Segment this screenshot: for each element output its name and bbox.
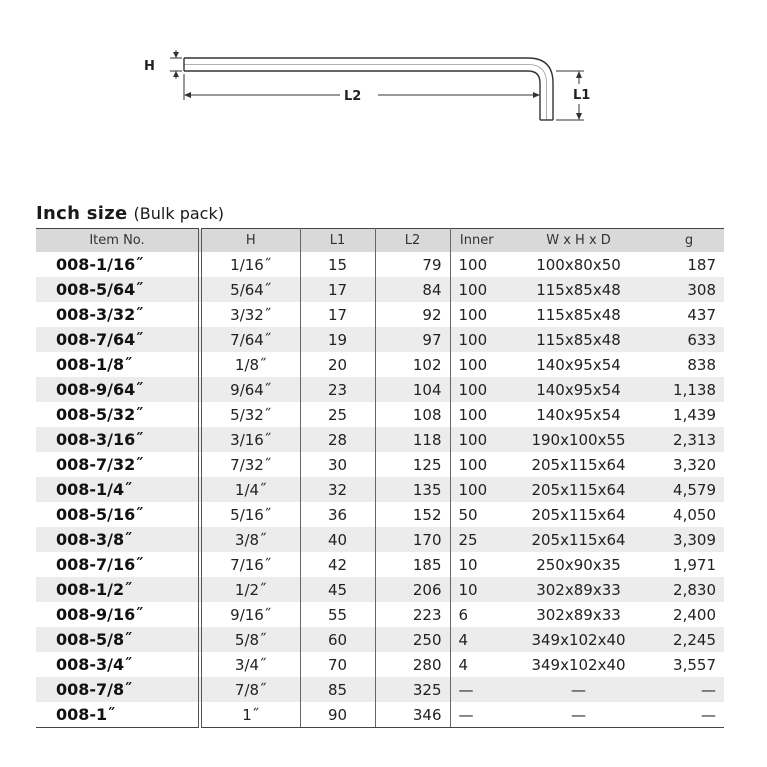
cell-inner: 100: [450, 377, 503, 402]
table-row: [36, 252, 724, 277]
header-l2: L2: [375, 229, 450, 253]
cell-l2: 170: [375, 527, 450, 552]
cell-dimensions: 115x85x48: [503, 302, 654, 327]
cell-inner: 10: [450, 577, 503, 602]
cell-inner: 25: [450, 527, 503, 552]
table-header-row: [36, 229, 724, 253]
cell-inner: —: [450, 677, 503, 702]
cell-l2: 104: [375, 377, 450, 402]
cell-h: 1/2˝: [200, 577, 300, 602]
cell-weight: —: [654, 677, 724, 702]
cell-weight: 437: [654, 302, 724, 327]
cell-l1: 17: [300, 302, 375, 327]
table-row: [36, 327, 724, 352]
cell-dimensions: 140x95x54: [503, 377, 654, 402]
table-row: [36, 377, 724, 402]
cell-l1: 40: [300, 527, 375, 552]
cell-l2: 79: [375, 252, 450, 277]
cell-item-no: 008-5/64˝: [36, 277, 200, 302]
cell-inner: 4: [450, 627, 503, 652]
table-row: [36, 352, 724, 377]
cell-l2: 250: [375, 627, 450, 652]
table-row: [36, 652, 724, 677]
table-row: [36, 627, 724, 652]
cell-l2: 108: [375, 402, 450, 427]
cell-l2: 152: [375, 502, 450, 527]
cell-l1: 15: [300, 252, 375, 277]
cell-dimensions: 302x89x33: [503, 577, 654, 602]
cell-h: 9/16˝: [200, 602, 300, 627]
cell-dimensions: —: [503, 677, 654, 702]
cell-l2: 346: [375, 702, 450, 728]
cell-l1: 17: [300, 277, 375, 302]
cell-inner: 6: [450, 602, 503, 627]
cell-weight: 4,050: [654, 502, 724, 527]
cell-dimensions: 140x95x54: [503, 402, 654, 427]
cell-l1: 28: [300, 427, 375, 452]
cell-l2: 92: [375, 302, 450, 327]
table-row: [36, 577, 724, 602]
cell-l1: 36: [300, 502, 375, 527]
cell-item-no: 008-5/8˝: [36, 627, 200, 652]
section-title: [36, 203, 224, 224]
cell-h: 5/32˝: [200, 402, 300, 427]
cell-weight: 1,439: [654, 402, 724, 427]
header-dimensions: W x H x D: [503, 229, 654, 253]
cell-item-no: 008-3/16˝: [36, 427, 200, 452]
cell-h: 7/32˝: [200, 452, 300, 477]
cell-l1: 90: [300, 702, 375, 728]
cell-weight: 4,579: [654, 477, 724, 502]
cell-item-no: 008-9/16˝: [36, 602, 200, 627]
table-row: [36, 452, 724, 477]
cell-l1: 20: [300, 352, 375, 377]
cell-l2: 118: [375, 427, 450, 452]
cell-inner: 100: [450, 327, 503, 352]
cell-weight: —: [654, 702, 724, 728]
cell-dimensions: 140x95x54: [503, 352, 654, 377]
cell-l2: 280: [375, 652, 450, 677]
dim-label-l2: L2: [344, 89, 362, 104]
cell-item-no: 008-1˝: [36, 702, 200, 728]
header-weight: g: [654, 229, 724, 253]
cell-h: 7/16˝: [200, 552, 300, 577]
cell-h: 3/32˝: [200, 302, 300, 327]
section-title-main: Inch size: [36, 203, 128, 224]
cell-weight: 2,830: [654, 577, 724, 602]
cell-h: 1˝: [200, 702, 300, 728]
cell-l1: 25: [300, 402, 375, 427]
header-h: H: [200, 229, 300, 253]
header-item-no: Item No.: [36, 229, 200, 253]
cell-l2: 125: [375, 452, 450, 477]
table-row: [36, 527, 724, 552]
cell-h: 3/4˝: [200, 652, 300, 677]
cell-inner: —: [450, 702, 503, 728]
table-row: [36, 502, 724, 527]
section-title-sub: (Bulk pack): [133, 204, 224, 223]
header-l1: L1: [300, 229, 375, 253]
cell-l2: 97: [375, 327, 450, 352]
cell-l1: 70: [300, 652, 375, 677]
cell-weight: 2,313: [654, 427, 724, 452]
cell-inner: 100: [450, 452, 503, 477]
cell-dimensions: 190x100x55: [503, 427, 654, 452]
cell-item-no: 008-1/16˝: [36, 252, 200, 277]
header-inner: Inner: [450, 229, 503, 253]
cell-h: 9/64˝: [200, 377, 300, 402]
cell-item-no: 008-3/32˝: [36, 302, 200, 327]
cell-item-no: 008-5/32˝: [36, 402, 200, 427]
cell-inner: 100: [450, 477, 503, 502]
cell-inner: 100: [450, 277, 503, 302]
cell-l1: 23: [300, 377, 375, 402]
cell-item-no: 008-3/4˝: [36, 652, 200, 677]
cell-dimensions: 115x85x48: [503, 327, 654, 352]
cell-l1: 85: [300, 677, 375, 702]
cell-weight: 1,138: [654, 377, 724, 402]
cell-dimensions: 115x85x48: [503, 277, 654, 302]
cell-item-no: 008-1/2˝: [36, 577, 200, 602]
table-row: [36, 602, 724, 627]
cell-inner: 100: [450, 302, 503, 327]
cell-l2: 206: [375, 577, 450, 602]
cell-l1: 30: [300, 452, 375, 477]
cell-item-no: 008-3/8˝: [36, 527, 200, 552]
cell-h: 3/8˝: [200, 527, 300, 552]
cell-dimensions: 349x102x40: [503, 652, 654, 677]
table-row: [36, 702, 724, 728]
cell-weight: 838: [654, 352, 724, 377]
cell-item-no: 008-9/64˝: [36, 377, 200, 402]
cell-dimensions: 349x102x40: [503, 627, 654, 652]
cell-weight: 633: [654, 327, 724, 352]
cell-inner: 100: [450, 402, 503, 427]
cell-l2: 185: [375, 552, 450, 577]
table-row: [36, 277, 724, 302]
cell-h: 1/16˝: [200, 252, 300, 277]
table-row: [36, 402, 724, 427]
cell-h: 7/64˝: [200, 327, 300, 352]
cell-dimensions: —: [503, 702, 654, 728]
cell-dimensions: 302x89x33: [503, 602, 654, 627]
cell-inner: 100: [450, 352, 503, 377]
cell-weight: 308: [654, 277, 724, 302]
cell-item-no: 008-1/8˝: [36, 352, 200, 377]
cell-weight: 3,557: [654, 652, 724, 677]
cell-weight: 3,320: [654, 452, 724, 477]
cell-l1: 19: [300, 327, 375, 352]
cell-l2: 223: [375, 602, 450, 627]
cell-l2: 135: [375, 477, 450, 502]
cell-weight: 3,309: [654, 527, 724, 552]
cell-l1: 45: [300, 577, 375, 602]
cell-h: 5/8˝: [200, 627, 300, 652]
cell-weight: 187: [654, 252, 724, 277]
cell-inner: 10: [450, 552, 503, 577]
cell-l2: 325: [375, 677, 450, 702]
cell-h: 1/4˝: [200, 477, 300, 502]
cell-inner: 100: [450, 427, 503, 452]
cell-h: 3/16˝: [200, 427, 300, 452]
cell-inner: 100: [450, 252, 503, 277]
dim-label-h: H: [144, 59, 155, 74]
cell-inner: 4: [450, 652, 503, 677]
table-row: [36, 477, 724, 502]
cell-weight: 1,971: [654, 552, 724, 577]
table-row: [36, 677, 724, 702]
hex-key-diagram: [0, 0, 767, 200]
cell-item-no: 008-1/4˝: [36, 477, 200, 502]
cell-l1: 60: [300, 627, 375, 652]
cell-item-no: 008-7/16˝: [36, 552, 200, 577]
cell-dimensions: 205x115x64: [503, 502, 654, 527]
cell-h: 5/16˝: [200, 502, 300, 527]
cell-weight: 2,245: [654, 627, 724, 652]
spec-table: [36, 228, 724, 728]
cell-dimensions: 250x90x35: [503, 552, 654, 577]
cell-item-no: 008-5/16˝: [36, 502, 200, 527]
table-row: [36, 302, 724, 327]
cell-l1: 55: [300, 602, 375, 627]
table-row: [36, 427, 724, 452]
cell-weight: 2,400: [654, 602, 724, 627]
cell-h: 7/8˝: [200, 677, 300, 702]
cell-l2: 84: [375, 277, 450, 302]
table-row: [36, 552, 724, 577]
cell-dimensions: 100x80x50: [503, 252, 654, 277]
cell-l1: 32: [300, 477, 375, 502]
cell-item-no: 008-7/32˝: [36, 452, 200, 477]
cell-l2: 102: [375, 352, 450, 377]
cell-l1: 42: [300, 552, 375, 577]
dim-label-l1: L1: [573, 88, 591, 103]
cell-dimensions: 205x115x64: [503, 452, 654, 477]
cell-h: 1/8˝: [200, 352, 300, 377]
cell-item-no: 008-7/64˝: [36, 327, 200, 352]
cell-dimensions: 205x115x64: [503, 527, 654, 552]
cell-dimensions: 205x115x64: [503, 477, 654, 502]
cell-item-no: 008-7/8˝: [36, 677, 200, 702]
cell-inner: 50: [450, 502, 503, 527]
cell-h: 5/64˝: [200, 277, 300, 302]
